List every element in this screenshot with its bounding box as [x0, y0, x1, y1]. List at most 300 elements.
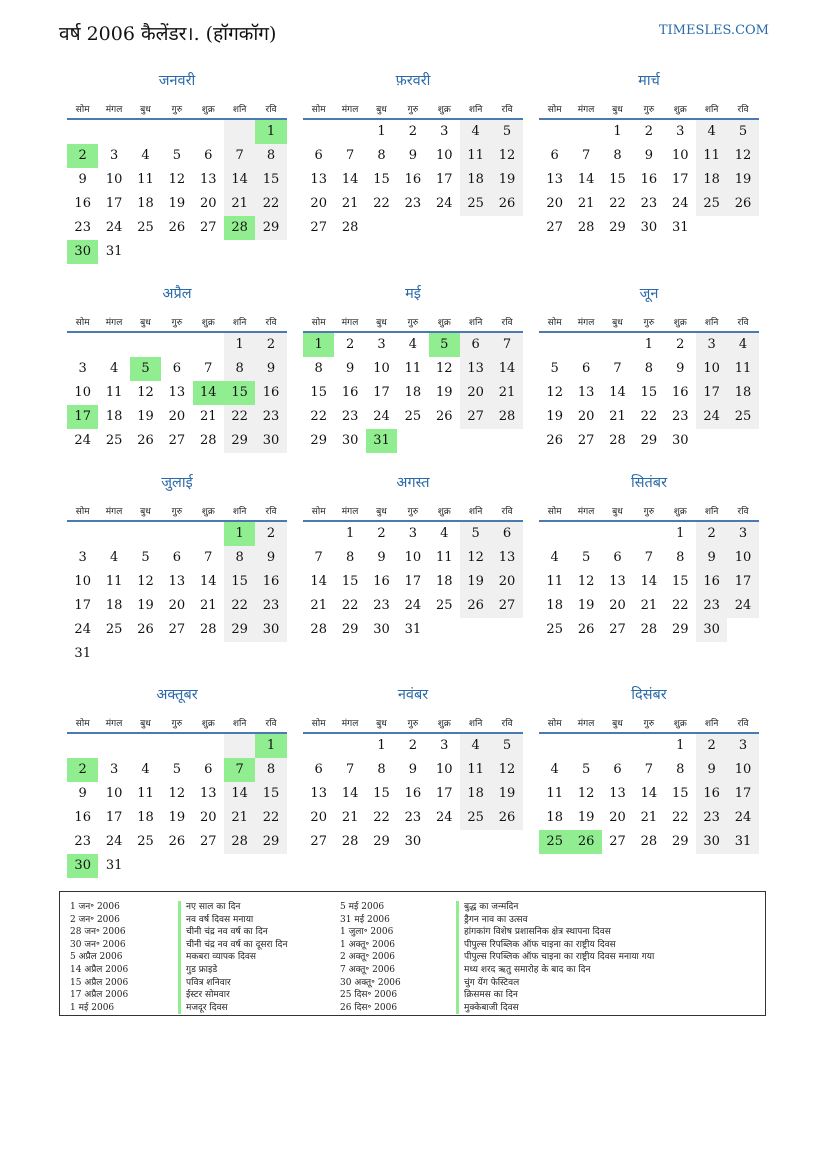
- day-cell: 13: [609, 574, 626, 589]
- empty-cell: [67, 333, 98, 357]
- day-cell: 8: [314, 361, 323, 376]
- weekday-label: बुध: [376, 317, 387, 328]
- empty-cell: [602, 734, 633, 758]
- weekday-header: [67, 712, 287, 734]
- day-cell: 16: [671, 385, 689, 400]
- legend-holiday-name: क्रिसमस का दिन: [456, 989, 756, 1002]
- weekday-label: शुक्र: [673, 506, 687, 517]
- day-cell: 10: [435, 148, 453, 163]
- day-cell: 4: [408, 337, 417, 352]
- weekday-label: शनि: [232, 104, 247, 115]
- day-cell: 19: [137, 409, 154, 424]
- day-cell: 14: [310, 574, 327, 589]
- day-cell: 12: [460, 546, 491, 570]
- day-cell: 26: [491, 192, 522, 216]
- weekday-label: शनि: [468, 317, 483, 328]
- day-cell: 22: [640, 409, 658, 424]
- empty-cell: [161, 734, 192, 758]
- day-cell: 23: [696, 594, 727, 618]
- day-cell: 18: [137, 196, 154, 211]
- weekday-label: गुरु: [407, 317, 419, 328]
- day-grid: [67, 734, 287, 878]
- day-cell: 27: [491, 594, 522, 618]
- empty-cell: [130, 333, 161, 357]
- day-cell: 12: [491, 144, 522, 168]
- day-cell: 27: [546, 220, 563, 235]
- empty-cell: [570, 333, 601, 357]
- month-name: अप्रैल: [162, 286, 192, 302]
- weekday-header: [303, 500, 523, 522]
- legend-date: 31 मई 2006: [340, 914, 390, 925]
- day-cell: 12: [491, 758, 522, 782]
- day-cell: 9: [78, 172, 87, 187]
- weekday-header: [539, 311, 759, 333]
- legend-holiday-name: पवित्र शनिवार: [178, 977, 338, 990]
- day-cell: 19: [137, 598, 154, 613]
- day-cell: 21: [224, 192, 255, 216]
- weekday-label: शुक्र: [201, 104, 215, 115]
- day-cell: 15: [671, 574, 689, 589]
- day-cell: 2: [255, 522, 286, 546]
- day-cell: 13: [609, 786, 626, 801]
- day-cell: 20: [577, 409, 595, 424]
- day-cell: 15: [224, 570, 255, 594]
- day-cell: 5: [491, 734, 522, 758]
- month-7: [67, 472, 287, 666]
- weekday-label: मंगल: [577, 104, 595, 115]
- empty-cell: [303, 522, 334, 546]
- day-cell: 13: [546, 172, 563, 187]
- day-cell: 14: [341, 786, 359, 801]
- empty-cell: [193, 120, 224, 144]
- day-cell: 15: [255, 782, 286, 806]
- legend-holiday-name: पीपुल्स रिपब्लिक ऑफ चाइना का राष्ट्रीय दिवस: [456, 939, 756, 952]
- day-cell: 26: [435, 409, 453, 424]
- day-cell: 1: [303, 333, 334, 357]
- day-cell: 5: [172, 148, 181, 163]
- empty-cell: [67, 120, 98, 144]
- day-cell: 6: [172, 550, 181, 565]
- day-cell: 10: [74, 574, 91, 589]
- month-name: नवंबर: [397, 687, 429, 703]
- day-cell: 9: [345, 361, 355, 376]
- day-cell: 26: [491, 806, 522, 830]
- day-cell: 31: [105, 244, 123, 259]
- day-cell: 24: [727, 806, 758, 830]
- empty-cell: [303, 120, 334, 144]
- legend-date: 1 जन॰ 2006: [70, 902, 120, 912]
- day-cell: 15: [373, 172, 390, 187]
- day-cell: 10: [727, 546, 758, 570]
- empty-cell: [161, 522, 192, 546]
- legend-holiday-name: हांगकांग विशेष प्रशासनिक क्षेत्र स्थापना दिवस: [456, 926, 756, 939]
- day-cell: 30: [696, 618, 727, 642]
- weekday-label: गुरु: [407, 718, 419, 729]
- day-cell: 5: [491, 120, 522, 144]
- weekday-label: गुरु: [171, 506, 183, 517]
- weekday-label: रवि: [265, 317, 277, 328]
- day-cell: 13: [168, 574, 186, 589]
- weekday-label: सोम: [547, 104, 562, 115]
- weekday-label: सोम: [311, 718, 326, 729]
- day-cell: 26: [168, 834, 186, 849]
- day-cell: 26: [168, 220, 186, 235]
- day-cell: 10: [404, 550, 422, 565]
- weekday-label: बुध: [140, 506, 151, 517]
- day-cell: 25: [137, 834, 154, 849]
- day-cell: 28: [199, 433, 217, 448]
- weekday-label: मंगल: [577, 718, 595, 729]
- empty-cell: [193, 734, 224, 758]
- day-cell: 6: [172, 361, 181, 376]
- day-cell: 24: [74, 622, 91, 637]
- day-cell: 11: [137, 172, 154, 187]
- day-cell: 22: [255, 806, 286, 830]
- day-cell: 17: [435, 172, 453, 187]
- weekday-label: बुध: [612, 718, 623, 729]
- month-name: सितंबर: [630, 475, 668, 491]
- day-cell: 20: [168, 598, 186, 613]
- day-grid: [67, 522, 287, 666]
- day-cell: 18: [460, 168, 491, 192]
- legend-date: 1 अक्तू॰ 2006: [340, 939, 396, 950]
- legend-date: 14 अप्रैल 2006: [70, 964, 129, 975]
- day-cell: 26: [460, 594, 491, 618]
- day-cell: 9: [676, 361, 685, 376]
- day-cell: 3: [408, 526, 417, 541]
- day-cell: 15: [224, 381, 255, 405]
- day-cell: 24: [727, 594, 758, 618]
- day-cell: 3: [109, 148, 119, 163]
- empty-cell: [334, 120, 365, 144]
- day-cell: 8: [255, 758, 286, 782]
- day-cell: 11: [546, 786, 563, 801]
- day-cell: 1: [224, 522, 255, 546]
- weekday-label: मंगल: [577, 317, 595, 328]
- weekday-label: शुक्र: [437, 718, 451, 729]
- day-cell: 4: [550, 550, 559, 565]
- empty-cell: [633, 734, 664, 758]
- month-name: मार्च: [638, 73, 660, 89]
- day-cell: 2: [676, 337, 685, 352]
- day-cell: 12: [168, 172, 186, 187]
- day-cell: 30: [255, 618, 286, 642]
- weekday-label: शनि: [232, 317, 247, 328]
- day-cell: 26: [137, 433, 154, 448]
- weekday-header: [67, 311, 287, 333]
- day-cell: 12: [577, 786, 595, 801]
- day-grid: [303, 333, 523, 453]
- day-cell: 9: [644, 148, 653, 163]
- day-grid: [303, 522, 523, 642]
- day-cell: 14: [193, 381, 224, 405]
- page-title: वर्ष 2006 कैलेंडर।. (हॉगकॉग): [59, 23, 277, 45]
- day-cell: 15: [373, 786, 390, 801]
- weekday-label: रवि: [737, 317, 749, 328]
- day-cell: 9: [78, 786, 87, 801]
- day-cell: 1: [613, 124, 622, 139]
- day-cell: 16: [74, 810, 91, 825]
- day-cell: 28: [341, 220, 359, 235]
- day-cell: 10: [696, 357, 727, 381]
- day-cell: 4: [727, 333, 758, 357]
- day-cell: 9: [377, 550, 386, 565]
- weekday-label: शुक्र: [673, 104, 687, 115]
- day-cell: 8: [224, 546, 255, 570]
- day-cell: 9: [696, 758, 727, 782]
- day-cell: 22: [609, 196, 626, 211]
- weekday-label: रवि: [501, 718, 513, 729]
- empty-cell: [67, 734, 98, 758]
- legend-date: 5 अप्रैल 2006: [70, 952, 123, 963]
- day-cell: 19: [577, 810, 595, 825]
- day-cell: 6: [460, 333, 491, 357]
- day-cell: 13: [577, 385, 595, 400]
- day-cell: 27: [460, 405, 491, 429]
- day-cell: 4: [460, 734, 491, 758]
- weekday-label: बुध: [376, 104, 387, 115]
- day-cell: 8: [613, 148, 622, 163]
- day-cell: 12: [727, 144, 758, 168]
- day-cell: 10: [74, 385, 91, 400]
- day-cell: 3: [78, 361, 87, 376]
- weekday-label: गुरु: [171, 104, 183, 115]
- day-cell: 31: [727, 830, 758, 854]
- day-cell: 28: [491, 405, 522, 429]
- day-grid: [539, 734, 759, 854]
- day-cell: 9: [408, 148, 417, 163]
- weekday-label: सोम: [75, 104, 90, 115]
- day-cell: 16: [404, 786, 422, 801]
- day-cell: 2: [377, 526, 386, 541]
- empty-cell: [98, 522, 129, 546]
- day-cell: 27: [199, 220, 217, 235]
- month-10: [67, 684, 287, 878]
- day-cell: 17: [105, 810, 123, 825]
- day-cell: 20: [199, 196, 217, 211]
- month-3: [539, 70, 759, 240]
- day-cell: 13: [310, 786, 327, 801]
- day-cell: 28: [224, 830, 255, 854]
- day-cell: 3: [440, 124, 449, 139]
- day-cell: 24: [373, 409, 390, 424]
- day-cell: 27: [609, 622, 626, 637]
- day-grid: [539, 333, 759, 453]
- day-cell: 29: [671, 834, 689, 849]
- day-cell: 25: [105, 433, 123, 448]
- day-cell: 25: [727, 405, 758, 429]
- day-cell: 7: [491, 333, 522, 357]
- day-cell: 17: [74, 598, 91, 613]
- day-cell: 14: [224, 782, 255, 806]
- day-cell: 15: [640, 385, 658, 400]
- day-cell: 30: [67, 240, 98, 264]
- day-cell: 5: [141, 550, 150, 565]
- weekday-label: गुरु: [643, 317, 655, 328]
- month-name: फ़रवरी: [395, 73, 431, 89]
- day-cell: 6: [550, 148, 559, 163]
- day-cell: 1: [377, 738, 386, 753]
- day-cell: 20: [546, 196, 563, 211]
- month-5: [303, 283, 523, 453]
- day-cell: 16: [74, 196, 91, 211]
- month-8: [303, 472, 523, 642]
- day-cell: 24: [435, 810, 453, 825]
- weekday-label: बुध: [612, 104, 623, 115]
- day-grid: [67, 120, 287, 264]
- weekday-label: शुक्र: [673, 718, 687, 729]
- empty-cell: [98, 120, 129, 144]
- weekday-label: रवि: [501, 317, 513, 328]
- legend-date: 28 जन॰ 2006: [70, 927, 126, 938]
- day-cell: 22: [373, 196, 390, 211]
- day-cell: 3: [377, 337, 386, 352]
- day-cell: 31: [74, 646, 91, 661]
- day-cell: 22: [255, 192, 286, 216]
- day-cell: 14: [577, 172, 595, 187]
- empty-cell: [570, 734, 601, 758]
- day-cell: 16: [255, 381, 286, 405]
- day-cell: 19: [460, 570, 491, 594]
- weekday-label: शनि: [232, 718, 247, 729]
- day-cell: 4: [550, 762, 559, 777]
- day-cell: 7: [581, 148, 591, 163]
- day-cell: 19: [168, 810, 186, 825]
- legend-holiday-name: चीनी चंद्र नव वर्ष का दूसरा दिन: [178, 939, 338, 952]
- weekday-label: मंगल: [105, 718, 123, 729]
- day-cell: 30: [255, 429, 286, 453]
- day-cell: 4: [109, 361, 119, 376]
- day-cell: 20: [310, 196, 327, 211]
- day-cell: 14: [640, 786, 658, 801]
- legend-holiday-name: नव वर्ष दिवस मनाया: [178, 914, 338, 927]
- day-cell: 27: [168, 433, 186, 448]
- day-cell: 21: [199, 409, 217, 424]
- empty-cell: [539, 734, 570, 758]
- day-cell: 4: [109, 550, 119, 565]
- day-cell: 13: [168, 385, 186, 400]
- day-cell: 25: [137, 220, 154, 235]
- day-cell: 13: [491, 546, 522, 570]
- day-cell: 12: [137, 574, 154, 589]
- day-cell: 27: [199, 834, 217, 849]
- day-cell: 24: [105, 834, 123, 849]
- day-cell: 22: [341, 598, 359, 613]
- day-cell: 28: [577, 220, 595, 235]
- day-cell: 13: [460, 357, 491, 381]
- weekday-label: गुरु: [171, 317, 183, 328]
- day-cell: 23: [74, 220, 91, 235]
- day-cell: 6: [613, 762, 622, 777]
- day-cell: 2: [644, 124, 653, 139]
- day-cell: 11: [696, 144, 727, 168]
- day-cell: 16: [373, 574, 390, 589]
- legend-date: 2 जन॰ 2006: [70, 914, 120, 925]
- day-cell: 10: [105, 786, 123, 801]
- day-cell: 1: [255, 734, 286, 758]
- day-cell: 24: [74, 433, 91, 448]
- day-cell: 31: [404, 622, 422, 637]
- day-cell: 18: [105, 598, 123, 613]
- day-cell: 27: [310, 834, 327, 849]
- weekday-label: रवि: [501, 506, 513, 517]
- day-cell: 15: [310, 385, 327, 400]
- day-cell: 12: [168, 786, 186, 801]
- day-cell: 17: [671, 172, 689, 187]
- day-cell: 23: [341, 409, 359, 424]
- day-cell: 3: [440, 738, 449, 753]
- day-cell: 18: [460, 782, 491, 806]
- day-cell: 2: [696, 734, 727, 758]
- day-cell: 16: [696, 570, 727, 594]
- empty-cell: [539, 522, 570, 546]
- weekday-label: सोम: [311, 317, 326, 328]
- month-2: [303, 70, 523, 240]
- weekday-label: शुक्र: [437, 317, 451, 328]
- holiday-legend: [59, 891, 766, 1016]
- legend-holiday-name: चुंग येंग फेस्टिवल: [456, 977, 756, 990]
- day-cell: 6: [581, 361, 591, 376]
- weekday-label: बुध: [140, 104, 151, 115]
- day-cell: 3: [696, 333, 727, 357]
- day-cell: 21: [577, 196, 595, 211]
- weekday-label: शनि: [704, 317, 719, 328]
- day-cell: 8: [377, 762, 386, 777]
- day-cell: 22: [224, 405, 255, 429]
- legend-date: 15 अप्रैल 2006: [70, 977, 129, 988]
- weekday-label: मंगल: [105, 104, 123, 115]
- day-cell: 29: [671, 622, 689, 637]
- month-name: जनवरी: [158, 73, 196, 89]
- day-cell: 7: [314, 550, 323, 565]
- weekday-label: सोम: [311, 104, 326, 115]
- month-1: [67, 70, 287, 264]
- weekday-label: गुरु: [643, 718, 655, 729]
- day-cell: 18: [696, 168, 727, 192]
- day-cell: 6: [204, 148, 213, 163]
- day-cell: 13: [199, 786, 217, 801]
- legend-date: 7 अक्तू॰ 2006: [340, 964, 396, 975]
- day-cell: 28: [199, 622, 217, 637]
- day-cell: 16: [640, 172, 658, 187]
- weekday-label: शुक्र: [201, 506, 215, 517]
- day-cell: 6: [204, 762, 213, 777]
- day-cell: 9: [255, 546, 286, 570]
- day-cell: 24: [671, 196, 689, 211]
- day-cell: 18: [727, 381, 758, 405]
- month-11: [303, 684, 523, 854]
- empty-cell: [334, 734, 365, 758]
- day-cell: 4: [440, 526, 449, 541]
- empty-cell: [67, 522, 98, 546]
- day-cell: 16: [341, 385, 359, 400]
- day-cell: 7: [644, 550, 653, 565]
- site-link[interactable]: TIMESLES.COM: [658, 23, 769, 38]
- weekday-label: रवि: [265, 718, 277, 729]
- day-cell: 24: [105, 220, 123, 235]
- day-cell: 23: [671, 409, 689, 424]
- weekday-label: गुरु: [643, 104, 655, 115]
- weekday-label: शुक्र: [437, 104, 451, 115]
- weekday-header: [303, 712, 523, 734]
- day-cell: 21: [224, 806, 255, 830]
- day-cell: 19: [727, 168, 758, 192]
- day-cell: 14: [224, 168, 255, 192]
- empty-cell: [193, 333, 224, 357]
- day-cell: 16: [404, 172, 422, 187]
- month-4: [67, 283, 287, 453]
- empty-cell: [224, 734, 255, 758]
